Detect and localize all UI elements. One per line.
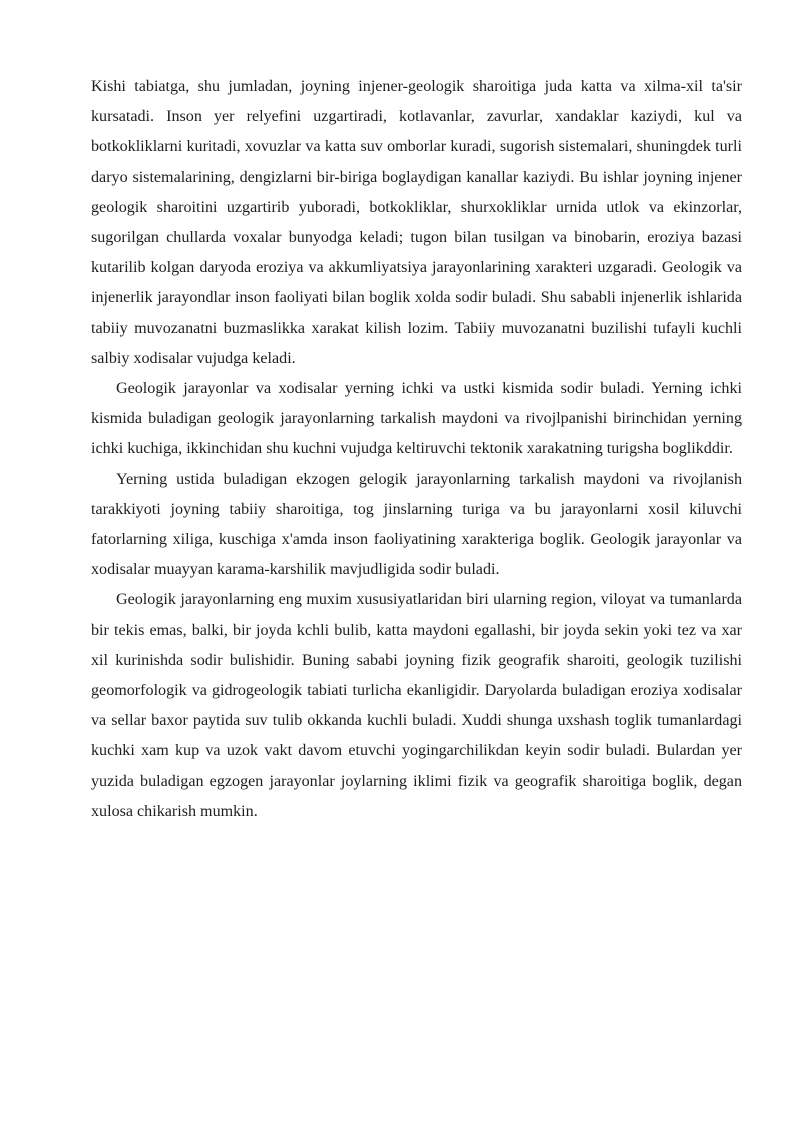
document-page	[91, 72, 742, 827]
paragraph-human-impact: Kishi tabiatga, shu jumladan, joyning injener-geologik sharoitiga juda katta va xilma-xil ta'sir kursatadi. Inson yer relyefini uzgartiradi, kotlavanlar, zavurlar, xandaklar kaziydi, kul va botkokliklarni kuritadi, xovuzlar va katta suv omborlar kuradi, sugorish sistemalari, shuningdek turli daryo sistemalarining, dengizlarni bir-biriga boglaydigan kanallar kaziydi. Bu ishlar joyning injener geologik sharoitini uzgartirib yuboradi, botkokliklar, shurxokliklar urnida utlok va ekinzorlar, sugorilgan chullarda voxalar bunyodga keladi; tugon bilan tusilgan va binobarin, eroziya bazasi kutarilib kolgan daryoda eroziya va akkumliyatsiya jarayonlarining xarakteri uzgaradi. Geologik va injenerlik jarayondlar inson faoliyati bilan boglik xolda sodir buladi. Shu sababli injenerlik ishlarida tabiiy muvozanatni buzmaslikka xarakat kilish lozim. Tabiiy muvozanatni buzilishi tufayli kuchli salbiy xodisalar vujudga keladi.	[91, 78, 742, 367]
paragraph-regional-features: Geologik jarayonlarning eng muxim xususiyatlaridan biri ularning region, viloyat va tumanlarda bir tekis emas, balki, bir joyda kchli bulib, katta maydoni egallashi, bir joyda sekin yoki tez va xar xil kurinishda sodir bulishidir. Buning sababi joyning fizik geografik sharoiti, geologik tuzilishi geomorfologik va gidrogeologik tabiati turlicha ekanligidir. Daryolarda buladigan eroziya xodisalar va sellar baxor paytida suv tulib okkanda kuchli buladi. Xuddi shunga uxshash toglik tumanlardagi kuchki xam kup va uzok vakt davom etuvchi yogingarchilikdan keyin sodir buladi. Bulardan yer yuzida buladigan egzogen jarayonlar joylarning iklimi fizik va geografik sharoitiga boglik, degan xulosa chikarish mumkin.	[91, 591, 742, 820]
paragraph-exogenous-processes: Yerning ustida buladigan ekzogen gelogik jarayonlarning tarkalish maydoni va rivojlanish tarakkiyoti joyning tabiiy sharoitiga, tog jinslarning turiga va bu jarayonlarni xosil kiluvchi fatorlarning xiliga, kuschiga x'amda inson faoliyatining xarakteriga boglik. Geologik jarayonlar va xodisalar muayyan karama-karshilik mavjudligida sodir buladi.	[91, 470, 742, 579]
paragraph-internal-processes: Geologik jarayonlar va xodisalar yerning ichki va ustki kismida sodir buladi. Yerning ichki kismida buladigan geologik jarayonlarning tarkalish maydoni va rivojlpanishi birinchidan yerning ichki kuchiga, ikkinchidan shu kuchni vujudga keltiruvchi tektonik xarakatning turigsha boglikddir.	[91, 380, 742, 458]
